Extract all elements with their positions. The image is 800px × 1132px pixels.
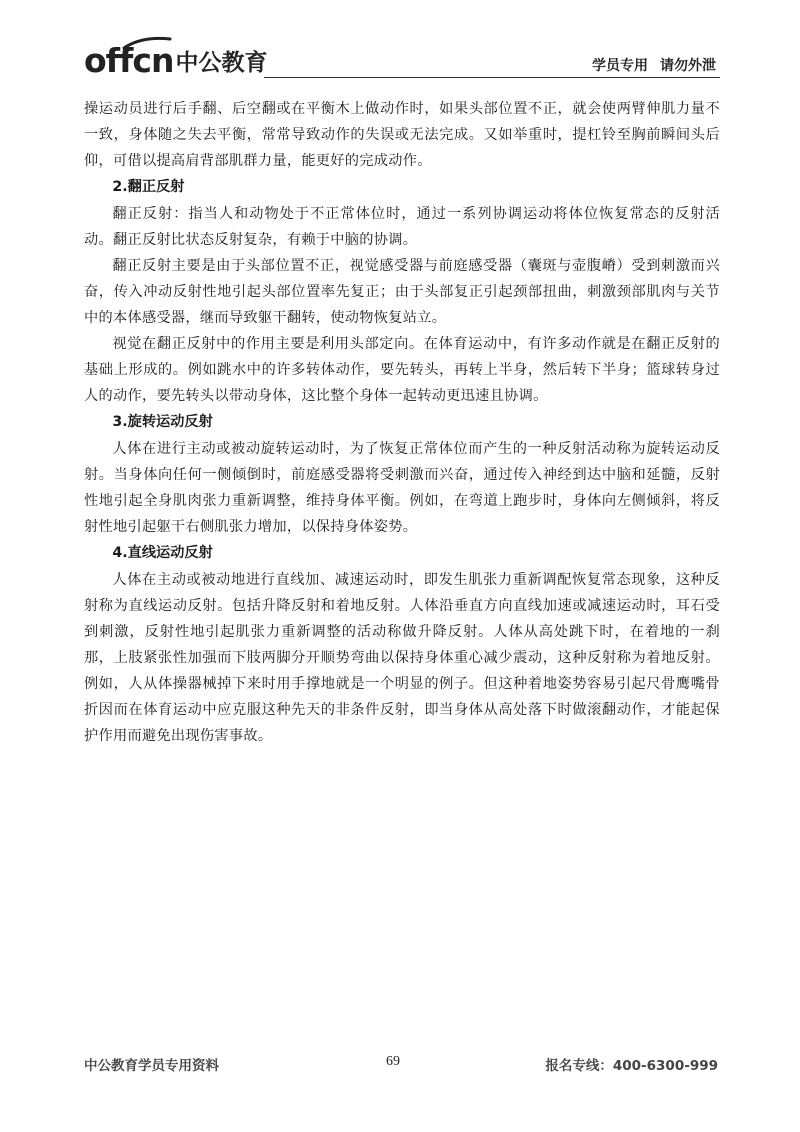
logo-swoosh-icon: [122, 36, 172, 50]
tag-do-not-leak: 请勿外泄: [660, 58, 716, 74]
page-number: 69: [386, 1054, 400, 1069]
header-divider: [264, 77, 720, 78]
paragraph-definition: 翻正反射：指当人和动物处于不正常体位时，通过一系列协调运动将体位恢复常态的反射活动。翻正反射比状态反射复杂，有赖于中脑的协调。: [84, 206, 720, 248]
paragraph-vision-role: 视觉在翻正反射中的作用主要是利用头部定向。在体育运动中，有许多动作就是在翻正反射的基础上形成的。例如跳水中的许多转体动作，要先转头，再转上半身，然后转下半身；篮球转身过人的动作，要先转头以带动身体，这比整个身体一起转动更迅速且协调。: [84, 336, 720, 404]
paragraph-linear: 人体在主动或被动地进行直线加、减速运动时，即发生肌张力重新调配恢复常态现象，这种反射称为直线运动反射。包括升降反射和着地反射。人体沿垂直方向直线加速或减速运动时，耳石受到刺激，反射性地引起肌张力重新调整的活动称做升降反射。人体从高处跳下时，在着地的一刹那，上肢紧张性加强而下肢两脚分开顺势弯曲以保持身体重心减少震动，这种反射称为着地反射。例如，人从体操器械掉下来时用手撑地就是一个明显的例子。但这种着地姿势容易引起尺骨鹰嘴骨折因而在体育运动中应克服这种先天的非条件反射，即当身体从高处落下时做滚翻动作，才能起保护作用而避免出现伤害事故。: [84, 572, 720, 744]
logo-chinese-name: 中公教育: [175, 50, 268, 76]
footer-hotline: 报名专线：400-6300-999: [545, 1058, 718, 1074]
paragraph-mechanism: 翻正反射主要是由于头部位置不正，视觉感受器与前庭感受器（囊斑与壶腹嵴）受到刺激而兴奋，传入冲动反射性地引起头部位置率先复正；由于头部复正引起颈部扭曲，刺激颈部肌肉与关节中的本体感受器，继而导致躯干翻转，使动物恢复站立。: [84, 258, 720, 326]
page-body: [84, 96, 720, 749]
confidential-tag: [592, 55, 716, 75]
tag-students-only: 学员专用: [592, 58, 648, 74]
offcn-logo: [84, 42, 267, 78]
page-footer: [84, 1052, 720, 1076]
footer-material-label: 中公教育学员专用资料: [84, 1058, 219, 1074]
section-heading-righting-reflex: 2.翻正反射: [112, 179, 185, 195]
paragraph-rotation: 人体在进行主动或被动旋转运动时，为了恢复正常体位而产生的一种反射活动称为旋转运动反射。当身体向任何一侧倾倒时，前庭感受器将受刺激而兴奋，通过传入神经到达中脑和延髓，反射性地引起全身肌肉张力重新调整，维持身体平衡。例如，在弯道上跑步时，身体向左侧倾斜，将反射性地引起躯干右侧肌张力增加，以保持身体姿势。: [84, 441, 720, 535]
logo-wordmark: offcn: [84, 41, 174, 80]
page-header: [84, 40, 720, 80]
section-heading-rotation-reflex: 3.旋转运动反射: [112, 414, 213, 430]
paragraph-continued: 操运动员进行后手翻、后空翻或在平衡木上做动作时，如果头部位置不正，就会使两臂伸肌力量不一致，身体随之失去平衡，常常导致动作的失误或无法完成。又如举重时，提杠铃至胸前瞬间头后仰，可借以提高肩背部肌群力量，能更好的完成动作。: [84, 101, 720, 169]
section-heading-linear-reflex: 4.直线运动反射: [112, 545, 213, 561]
